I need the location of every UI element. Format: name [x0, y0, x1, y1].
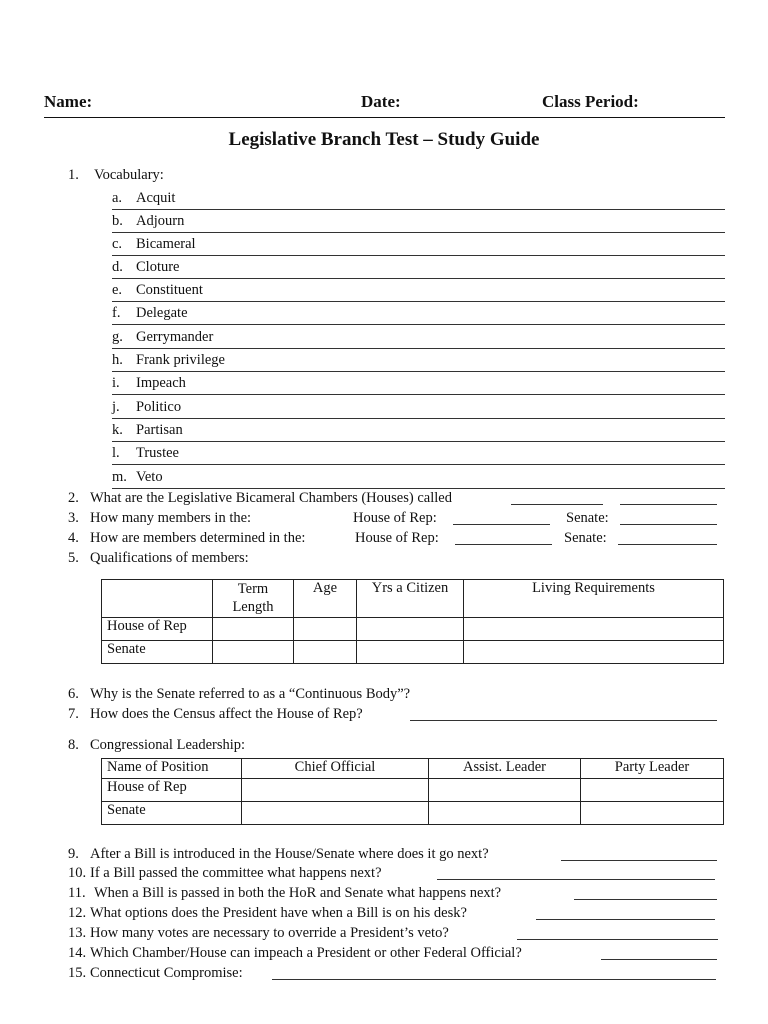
- question-number: 2.: [68, 490, 79, 506]
- vocab-term: Trustee: [136, 445, 179, 461]
- vocab-term: Frank privilege: [136, 352, 225, 368]
- answer-blank[interactable]: [517, 939, 718, 940]
- vocab-item[interactable]: [112, 348, 725, 372]
- vocab-item[interactable]: [112, 418, 725, 442]
- vocab-letter: d.: [112, 259, 123, 275]
- table-row: [102, 802, 724, 825]
- vocab-term: Cloture: [136, 259, 180, 275]
- table-cell[interactable]: [464, 618, 724, 641]
- vocab-term: Acquit: [136, 190, 176, 206]
- question-number: 13.: [68, 925, 87, 941]
- senate-label: Senate:: [564, 530, 607, 546]
- row-label: House of Rep: [102, 779, 242, 802]
- answer-blank[interactable]: [511, 504, 603, 505]
- question-number: 3.: [68, 510, 79, 526]
- question-number: 5.: [68, 550, 79, 566]
- vocab-term: Adjourn: [136, 213, 185, 229]
- question-census: How does the Census affect the House of Rep?: [90, 706, 363, 722]
- vocab-letter: l.: [112, 445, 120, 461]
- vocab-item[interactable]: [112, 395, 725, 419]
- table-header: Chief Official: [242, 759, 429, 779]
- answer-blank[interactable]: [437, 879, 715, 880]
- table-cell[interactable]: [294, 618, 357, 641]
- answer-blank[interactable]: [620, 524, 717, 525]
- table-cell[interactable]: [213, 618, 294, 641]
- table-header: Assist. Leader: [429, 759, 581, 779]
- vocab-item[interactable]: [112, 186, 725, 210]
- question-both-houses: When a Bill is passed in both the HoR and Senate what happens next?: [94, 885, 502, 901]
- vocab-letter: f.: [112, 305, 121, 321]
- vocab-item[interactable]: [112, 278, 725, 302]
- vocab-term: Gerrymander: [136, 329, 214, 345]
- question-number: 8.: [68, 737, 79, 753]
- question-number: 4.: [68, 530, 79, 546]
- row-label: House of Rep: [102, 618, 213, 641]
- question-number: 9.: [68, 846, 79, 862]
- answer-blank[interactable]: [272, 979, 716, 980]
- vocab-letter: g.: [112, 329, 123, 345]
- question-chambers: What are the Legislative Bicameral Chambers (Houses) called: [90, 490, 452, 506]
- question-connecticut-compromise: Connecticut Compromise:: [90, 965, 243, 981]
- senate-label: Senate:: [566, 510, 609, 526]
- table-cell[interactable]: [429, 802, 581, 825]
- question-members-determined: How are members determined in the:: [90, 530, 306, 546]
- answer-blank[interactable]: [561, 860, 717, 861]
- question-president-options: What options does the President have when a Bill is on his desk?: [90, 905, 467, 921]
- vocab-item[interactable]: [112, 371, 725, 395]
- vocab-term: Delegate: [136, 305, 188, 321]
- date-label: Date:: [361, 92, 401, 111]
- vocab-item[interactable]: [112, 465, 725, 489]
- vocab-item[interactable]: [112, 209, 725, 233]
- table-header: Term Length: [213, 580, 294, 618]
- vocab-term: Veto: [136, 469, 163, 485]
- table-cell[interactable]: [294, 641, 357, 664]
- table-row: [102, 779, 724, 802]
- name-label: Name:: [44, 92, 93, 111]
- question-qualifications: Qualifications of members:: [90, 550, 249, 566]
- answer-blank[interactable]: [601, 959, 717, 960]
- table-header: Party Leader: [581, 759, 724, 779]
- answer-blank[interactable]: [574, 899, 717, 900]
- vocab-item[interactable]: [112, 232, 725, 256]
- question-leadership: Congressional Leadership:: [90, 737, 246, 753]
- question-bill-next: After a Bill is introduced in the House/Senate where does it go next?: [90, 846, 489, 862]
- house-of-rep-label: House of Rep:: [353, 510, 437, 526]
- table-cell[interactable]: [581, 802, 724, 825]
- header-rule: [44, 117, 725, 118]
- question-number: 10.: [68, 865, 87, 881]
- vocab-letter: c.: [112, 236, 123, 252]
- page-title: Legislative Branch Test – Study Guide: [228, 129, 540, 150]
- vocab-letter: k.: [112, 422, 123, 438]
- house-of-rep-label: House of Rep:: [355, 530, 439, 546]
- table-cell[interactable]: [357, 618, 464, 641]
- question-number: 11.: [68, 885, 86, 901]
- vocab-term: Politico: [136, 399, 182, 415]
- question-number: 12.: [68, 905, 87, 921]
- question-impeach: Which Chamber/House can impeach a President or other Federal Official?: [90, 945, 522, 961]
- table-row: [102, 641, 724, 664]
- vocab-item[interactable]: [112, 325, 725, 349]
- question-number: 7.: [68, 706, 79, 722]
- vocab-term: Bicameral: [136, 236, 196, 252]
- question-vocabulary: Vocabulary:: [94, 167, 164, 183]
- answer-blank[interactable]: [410, 720, 717, 721]
- table-cell[interactable]: [357, 641, 464, 664]
- answer-blank[interactable]: [620, 504, 717, 505]
- vocab-item[interactable]: [112, 255, 725, 279]
- class-period-label: Class Period:: [542, 92, 639, 111]
- vocab-item[interactable]: [112, 301, 725, 325]
- table-header: [102, 580, 213, 618]
- question-continuous-body: Why is the Senate referred to as a “Continuous Body”?: [90, 686, 411, 702]
- question-override-veto: How many votes are necessary to override a President’s veto?: [90, 925, 449, 941]
- question-number: 14.: [68, 945, 87, 961]
- answer-blank[interactable]: [536, 919, 715, 920]
- vocab-letter: j.: [112, 399, 120, 415]
- table-cell[interactable]: [429, 779, 581, 802]
- vocab-letter: a.: [112, 190, 123, 206]
- table-header: Name of Position: [102, 759, 242, 779]
- table-cell[interactable]: [581, 779, 724, 802]
- vocab-letter: i.: [112, 375, 120, 391]
- table-cell[interactable]: [242, 802, 429, 825]
- table-row: [102, 618, 724, 641]
- table-cell[interactable]: [213, 641, 294, 664]
- vocab-term: Partisan: [136, 422, 183, 438]
- table-cell[interactable]: [464, 641, 724, 664]
- answer-blank[interactable]: [618, 544, 717, 545]
- question-number: 15.: [68, 965, 87, 981]
- leadership-table: [101, 758, 724, 825]
- answer-blank[interactable]: [453, 524, 550, 525]
- answer-blank[interactable]: [455, 544, 552, 545]
- question-committee: If a Bill passed the committee what happens next?: [90, 865, 382, 881]
- vocab-term: Impeach: [136, 375, 186, 391]
- question-members-count: How many members in the:: [90, 510, 252, 526]
- table-cell[interactable]: [242, 779, 429, 802]
- question-number: 6.: [68, 686, 79, 702]
- vocab-term: Constituent: [136, 282, 203, 298]
- vocab-item[interactable]: [112, 441, 725, 465]
- table-header: Age: [294, 580, 357, 618]
- qualifications-table: [101, 579, 724, 664]
- vocab-letter: h.: [112, 352, 123, 368]
- vocab-letter: e.: [112, 282, 123, 298]
- question-number: 1.: [68, 167, 79, 183]
- vocab-letter: m.: [112, 469, 127, 485]
- table-header: Yrs a Citizen: [357, 580, 464, 618]
- vocab-letter: b.: [112, 213, 123, 229]
- row-label: Senate: [102, 802, 242, 825]
- table-header: Living Requirements: [464, 580, 724, 618]
- row-label: Senate: [102, 641, 213, 664]
